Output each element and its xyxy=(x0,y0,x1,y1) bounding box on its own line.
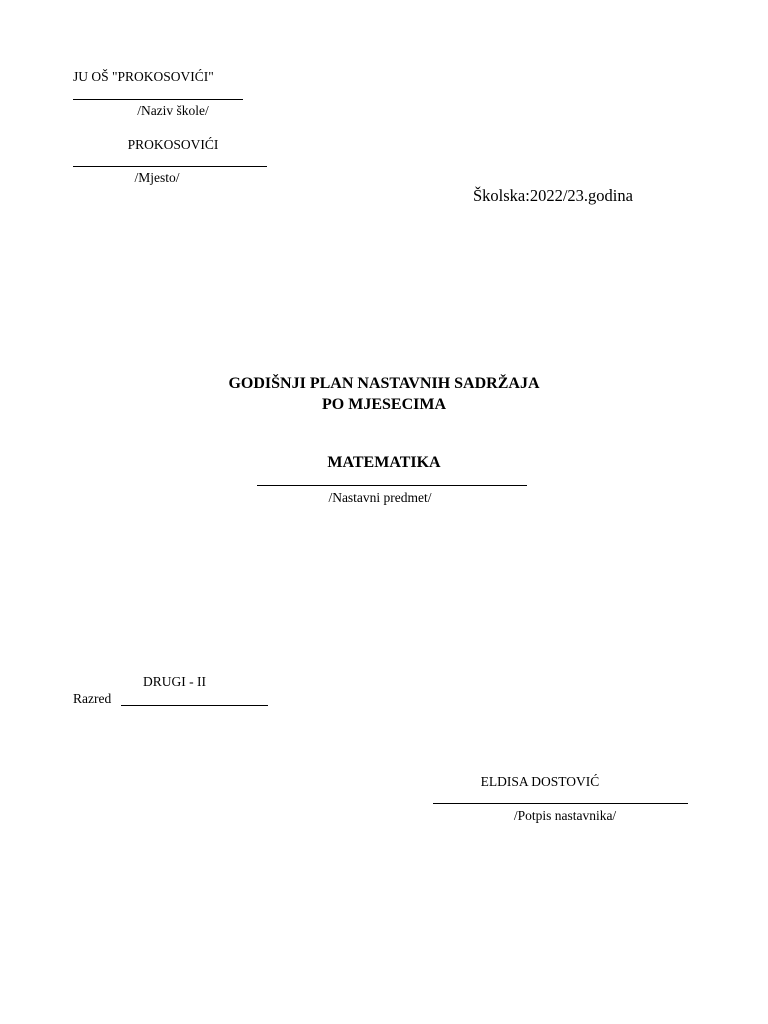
place-caption: /Mjesto/ xyxy=(134,170,180,185)
school-name: JU OŠ "PROKOSOVIĆI" xyxy=(73,69,214,84)
signature-caption: /Potpis nastavnika/ xyxy=(513,808,617,823)
grade-value: DRUGI - II xyxy=(143,674,206,689)
document-title-line-1: GODIŠNJI PLAN NASTAVNIH SADRŽAJA xyxy=(228,375,540,392)
school-year: Školska:2022/23.godina xyxy=(473,186,633,205)
subject-name: MATEMATIKA xyxy=(327,454,441,471)
grade-underline xyxy=(121,705,268,706)
subject-caption: /Nastavni predmet/ xyxy=(328,490,432,505)
school-name-caption: /Naziv škole/ xyxy=(137,103,209,118)
place-underline xyxy=(73,166,267,167)
teacher-name: ELDISA DOSTOVIĆ xyxy=(480,774,600,789)
subject-underline xyxy=(257,485,527,486)
signature-line xyxy=(433,803,688,804)
place-name: PROKOSOVIĆI xyxy=(127,137,219,152)
grade-label: Razred xyxy=(73,691,112,706)
school-name-underline xyxy=(73,99,243,100)
document-title-line-2: PO MJESECIMA xyxy=(322,396,446,413)
